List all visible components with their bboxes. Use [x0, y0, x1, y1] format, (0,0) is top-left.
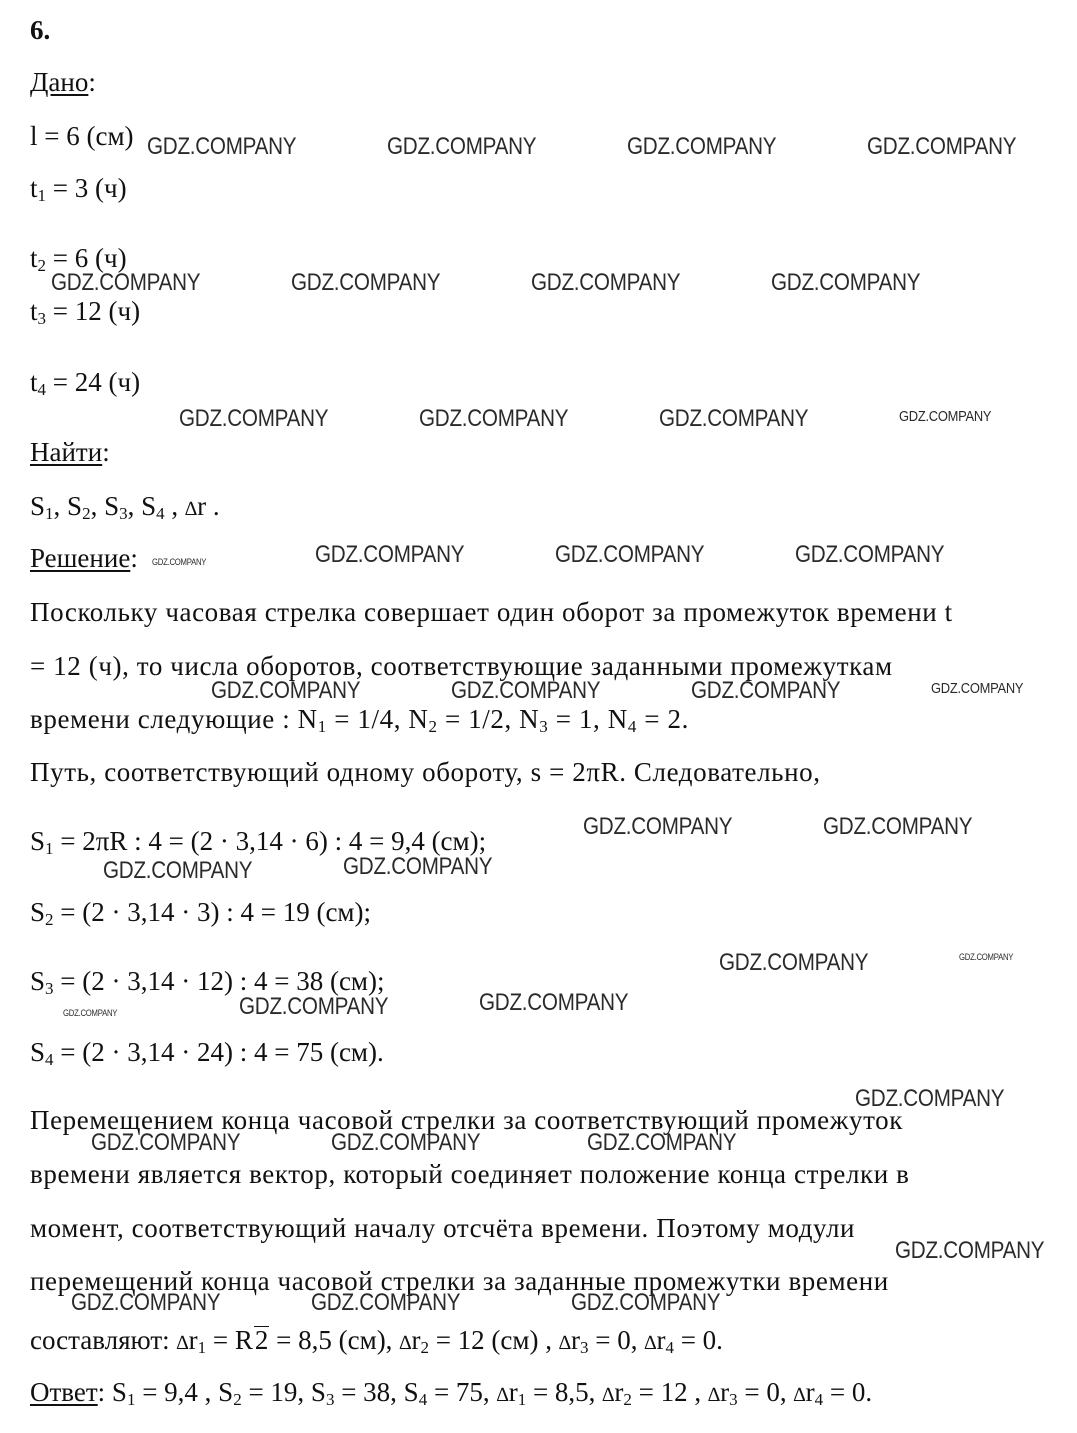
- watermark: GDZ.COMPANY: [63, 1008, 118, 1018]
- given-length: l = 6 (см): [30, 121, 134, 151]
- find-label: Найти: [30, 437, 103, 467]
- watermark: GDZ.COMPANY: [451, 677, 601, 704]
- watermark: GDZ.COMPANY: [239, 993, 389, 1020]
- watermark: GDZ.COMPANY: [91, 1129, 241, 1156]
- watermark: GDZ.COMPANY: [343, 853, 493, 880]
- solution-p3-line3: момент, соответствующий началу отсчёта времени. Поэтому модули: [30, 1213, 856, 1243]
- solution-p1-line2: = 12 (ч), то числа оборотов, соответствующие заданными промежуткам: [30, 651, 893, 681]
- watermark: GDZ.COMPANY: [855, 1085, 1005, 1112]
- given-t3: $t_3 = 12$ (ч): [30, 296, 141, 328]
- solution-s3: $S_3 = (2 \cdot 3,14 \cdot 12)$ : 4 = 38 (см);: [30, 966, 385, 998]
- given-t1: $t_1 = 3$ (ч): [30, 173, 127, 205]
- watermark: GDZ.COMPANY: [315, 541, 465, 568]
- given-heading: Дано:: [30, 67, 96, 97]
- solution-s2: $S_2 = (2 \cdot 3,14 \cdot 3)$ : 4 = 19 (см);: [30, 897, 372, 929]
- watermark: GDZ.COMPANY: [867, 133, 1017, 160]
- answer-label: Ответ: [30, 1377, 98, 1407]
- watermark: GDZ.COMPANY: [291, 269, 441, 296]
- watermark: GDZ.COMPANY: [627, 133, 777, 160]
- watermark: GDZ.COMPANY: [103, 857, 253, 884]
- find-heading: Найти:: [30, 437, 110, 467]
- watermark: GDZ.COMPANY: [795, 541, 945, 568]
- watermark: GDZ.COMPANY: [531, 269, 681, 296]
- watermark: GDZ.COMPANY: [691, 677, 841, 704]
- watermark: GDZ.COMPANY: [659, 405, 809, 432]
- watermark: GDZ.COMPANY: [719, 949, 869, 976]
- watermark: GDZ.COMPANY: [555, 541, 705, 568]
- watermark: GDZ.COMPANY: [179, 405, 329, 432]
- solution-p1-line3: времени следующие : $N_1 = 1/4$, $N_2 = 1/2$, $N_3 = 1$, $N_4 = 2$.: [30, 704, 689, 736]
- watermark: GDZ.COMPANY: [311, 1289, 461, 1316]
- solution-p3-line5: составляют: $\Delta r_1 = R2 = 8,5$ (см), $\Delta r_2 = 12$ (см) , $\Delta r_3 = 0$, $\Delta r_4 = 0$.: [30, 1325, 723, 1357]
- solution-heading: Решение:: [30, 543, 138, 573]
- solution-s4: $S_4 = (2 \cdot 3,14 \cdot 24)$ : 4 = 75 (см).: [30, 1037, 384, 1069]
- watermark: GDZ.COMPANY: [571, 1289, 721, 1316]
- sqrt-symbol: 2: [254, 1325, 269, 1355]
- given-label: Дано: [30, 67, 89, 97]
- watermark: GDZ.COMPANY: [71, 1289, 221, 1316]
- watermark: GDZ.COMPANY: [211, 677, 361, 704]
- watermark: GDZ.COMPANY: [771, 269, 921, 296]
- solution-p3-line4: перемещений конца часовой стрелки за заданные промежутки времени: [30, 1266, 889, 1296]
- watermark: GDZ.COMPANY: [419, 405, 569, 432]
- watermark: GDZ.COMPANY: [387, 133, 537, 160]
- watermark: GDZ.COMPANY: [152, 557, 207, 567]
- watermark: GDZ.COMPANY: [147, 133, 297, 160]
- given-t4: $t_4 = 24$ (ч): [30, 367, 141, 399]
- solution-p1-line1: Поскольку часовая стрелка совершает один оборот за промежуток времени t: [30, 597, 953, 627]
- watermark: GDZ.COMPANY: [479, 989, 629, 1016]
- watermark: GDZ.COMPANY: [959, 952, 1014, 962]
- solution-label: Решение: [30, 543, 131, 573]
- watermark: GDZ.COMPANY: [899, 408, 992, 425]
- watermark: GDZ.COMPANY: [51, 269, 201, 296]
- find-list: $S_1$, $S_2$, $S_3$, $S_4$ , ∆r .: [30, 491, 220, 523]
- solution-s1: $S_1 = 2\pi R$ : 4 = (2 · 3,14 · 6) : 4 = 9,4 (см);: [30, 826, 487, 858]
- solution-p3-line2: времени является вектор, который соединяет положение конца стрелки в: [30, 1159, 910, 1189]
- solution-p2: Путь, соответствующий одному обороту, s = 2πR. Следовательно,: [30, 757, 821, 787]
- watermark: GDZ.COMPANY: [895, 1237, 1045, 1264]
- watermark: GDZ.COMPANY: [823, 813, 973, 840]
- delta-symbol: ∆: [184, 498, 198, 520]
- watermark: GDZ.COMPANY: [931, 680, 1024, 697]
- watermark: GDZ.COMPANY: [331, 1129, 481, 1156]
- problem-number: 6.: [30, 15, 51, 45]
- solution-p3-line1: Перемещением конца часовой стрелки за соответствующий промежуток: [30, 1105, 903, 1135]
- answer-line: Ответ: $S_1 = 9,4$ , $S_2 = 19$, $S_3 = 38$, $S_4 = 75$, $\Delta r_1 = 8,5$, $\Delta r_2 = 12$ , $\Delta r_3 = 0$, $\Delta r_4 = 0$.: [30, 1377, 873, 1409]
- given-t2: $t_2 = 6$ (ч): [30, 243, 127, 275]
- watermark: GDZ.COMPANY: [583, 813, 733, 840]
- watermark: GDZ.COMPANY: [587, 1129, 737, 1156]
